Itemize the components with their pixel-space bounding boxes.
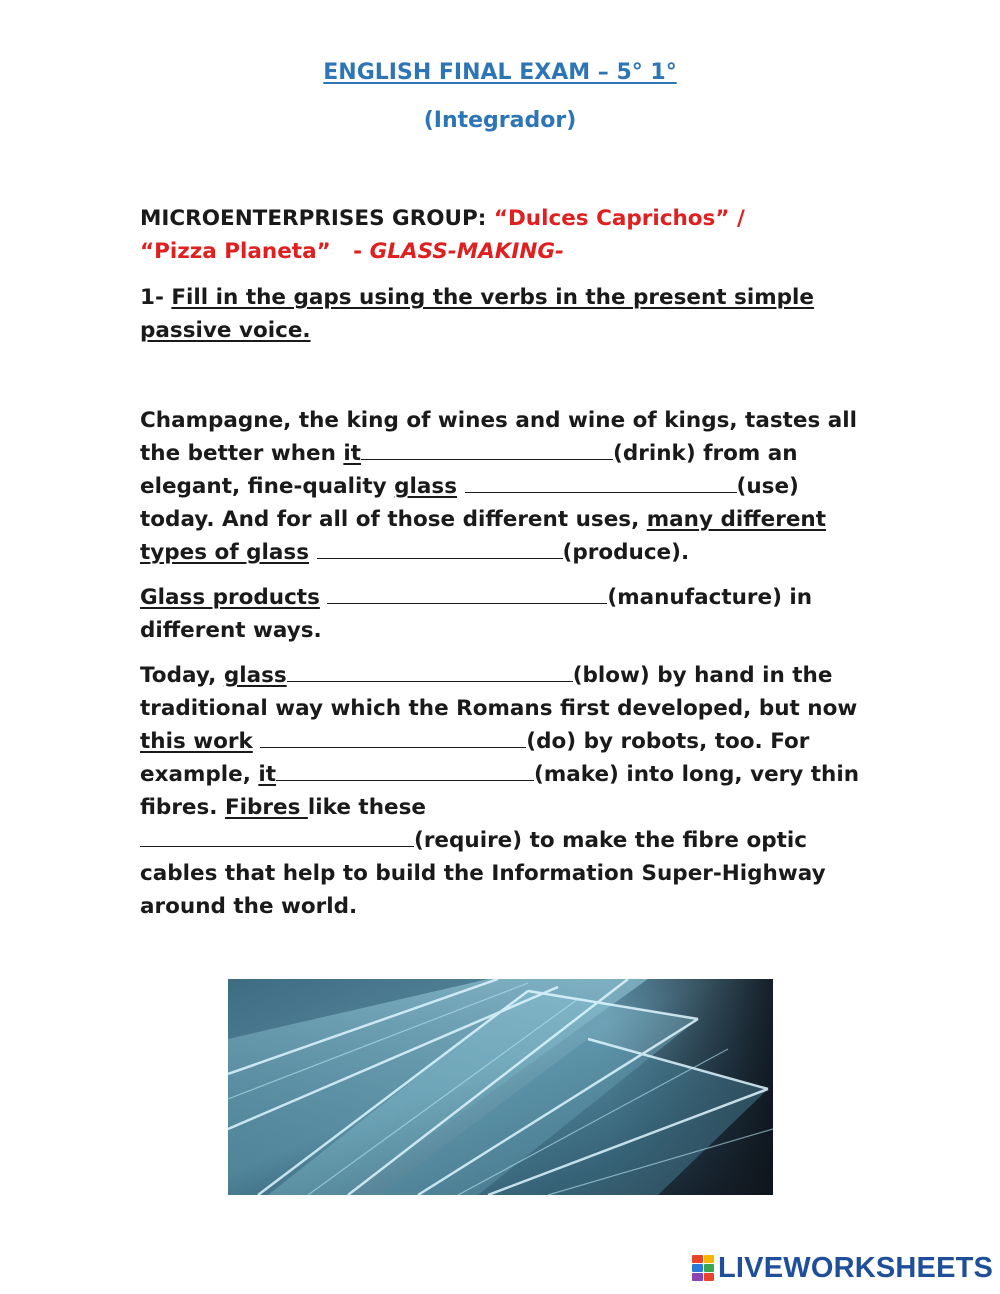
p1-subject-2: glass bbox=[394, 474, 458, 499]
p2-text: (manufacture) in different ways. bbox=[140, 585, 813, 643]
exam-title: ENGLISH FINAL EXAM – 5° 1° bbox=[323, 60, 677, 85]
gap-manufacture-input[interactable] bbox=[327, 581, 607, 604]
p3-text-1: Today, bbox=[140, 663, 224, 688]
p3-text-5: like these bbox=[307, 795, 426, 820]
liveworksheets-logo-icon bbox=[692, 1255, 714, 1281]
p1-text-2: (drink) from an elegant, fine-quality bbox=[140, 441, 798, 499]
gap-blow-input[interactable] bbox=[287, 659, 573, 682]
p1-subject-1: it bbox=[343, 441, 362, 466]
p1-text-3: (use) today. And for all of those different uses, bbox=[140, 474, 799, 532]
exercise-number: 1- bbox=[140, 285, 172, 310]
group-label: MICROENTERPRISES GROUP: bbox=[140, 206, 494, 231]
p1-subject-3: many different types of glass bbox=[140, 507, 826, 565]
p3-subject-1: glass bbox=[223, 663, 287, 688]
p3-text-4: (make) into long, very thin fibres. bbox=[140, 762, 860, 820]
group-topic: GLASS-MAKING- bbox=[369, 239, 564, 264]
gap-use-input[interactable] bbox=[465, 470, 737, 493]
group-names-1: “Dulces Caprichos” / bbox=[493, 206, 745, 231]
gap-require-input[interactable] bbox=[140, 824, 414, 847]
paragraph-1 bbox=[140, 404, 880, 569]
gap-make-input[interactable] bbox=[276, 758, 534, 781]
p3-subject-3: it bbox=[258, 762, 277, 787]
p2-subject: Glass products bbox=[140, 585, 320, 610]
exercise-instruction-text: Fill in the gaps using the verbs in the present simple passive voice. bbox=[140, 285, 814, 343]
paragraph-2 bbox=[140, 581, 880, 647]
group-separator: - bbox=[330, 239, 370, 264]
p3-text-3: (do) by robots, too. For example, bbox=[140, 729, 810, 787]
p1-text-4: (produce). bbox=[562, 540, 690, 565]
gap-drink-input[interactable] bbox=[361, 437, 613, 460]
p1-text-1: Champagne, the king of wines and wine of kings, tastes all the better when bbox=[140, 408, 858, 466]
p3-text-6: (require) to make the fibre optic cables that help to build the Information Super-Highway around the world. bbox=[140, 828, 826, 919]
gap-produce-input[interactable] bbox=[317, 536, 563, 559]
p3-subject-2: this work bbox=[140, 729, 253, 754]
p3-text-2: (blow) by hand in the traditional way which the Romans first developed, but now bbox=[140, 663, 858, 721]
gap-do-input[interactable] bbox=[260, 725, 526, 748]
liveworksheets-logo-text: LIVEWORKSHEETS bbox=[718, 1251, 994, 1284]
glass-sheets-photo bbox=[228, 979, 773, 1195]
exam-subtitle: (Integrador) bbox=[423, 108, 577, 133]
group-heading bbox=[140, 202, 880, 268]
paragraph-3 bbox=[140, 659, 880, 923]
group-names-2: “Pizza Planeta” bbox=[140, 239, 331, 264]
p3-subject-4: Fibres bbox=[224, 795, 308, 820]
liveworksheets-logo bbox=[692, 1252, 993, 1284]
exercise-instruction bbox=[140, 281, 880, 347]
